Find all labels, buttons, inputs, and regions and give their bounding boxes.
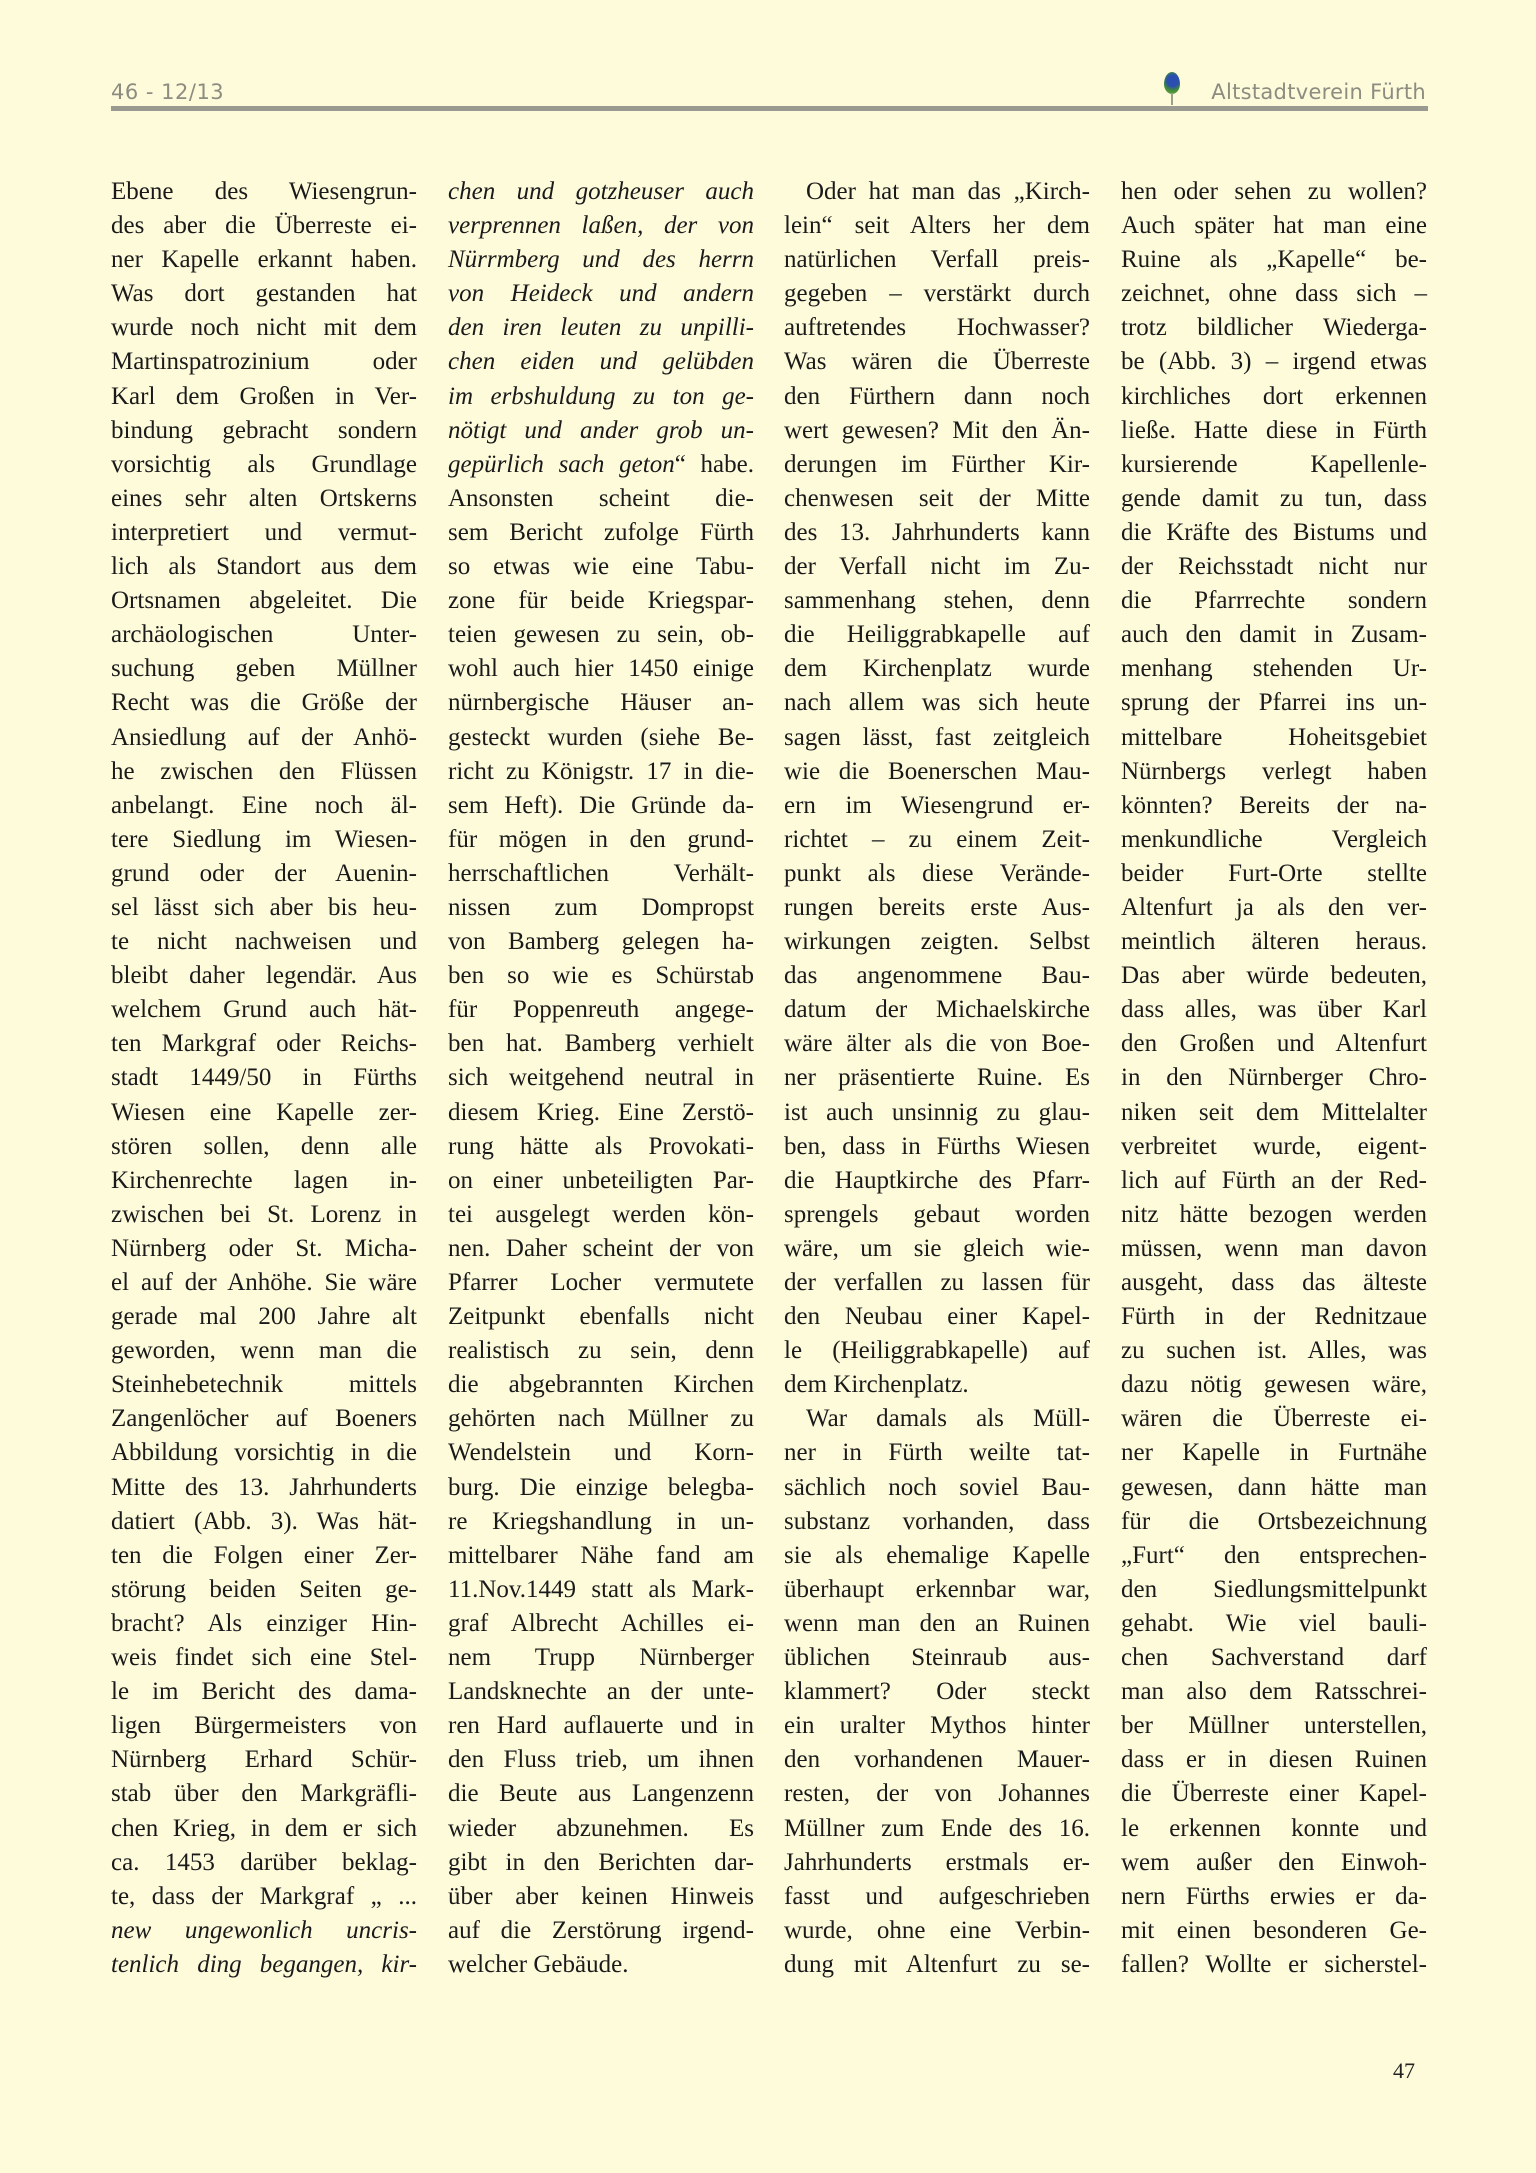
text-line: den Fluss trieb, um ihnen <box>448 1746 754 1774</box>
text-line: he zwischen den Flüssen <box>111 757 417 785</box>
text-line: le erkennen konnte und <box>1121 1814 1427 1842</box>
quoted-text-line: nötigt und ander grob un- <box>448 416 754 444</box>
text-line: burg. Die einzige belegba- <box>448 1473 754 1501</box>
text-line: be (Abb. 3) – irgend etwas <box>1121 348 1427 376</box>
text-line: Oder hat man das „Kirch- <box>806 178 1090 205</box>
text-line: derungen im Fürther Kir- <box>784 450 1090 478</box>
text-line: lich als Standort aus dem <box>111 553 417 581</box>
text-line: dass er in diesen Ruinen <box>1121 1746 1427 1774</box>
text-line: ren Hard auflauerte und in <box>448 1712 754 1740</box>
text-line: nach allem was sich heute <box>784 689 1090 717</box>
text-line: sprengels gebaut worden <box>784 1200 1090 1228</box>
text-line: resten, der von Johannes <box>784 1780 1090 1808</box>
text-line: ern im Wiesengrund er- <box>784 791 1090 819</box>
text-line: Jahrhunderts erstmals er- <box>784 1848 1090 1876</box>
quoted-text-line: von Heideck und andern <box>448 280 754 308</box>
text-line: el auf der Anhöhe. Sie wäre <box>111 1269 417 1296</box>
text-line: den Fürthern dann noch <box>784 382 1090 410</box>
text-line: on einer unbeteiligten Par- <box>448 1166 754 1194</box>
text-line: wert gewesen? Mit den Än- <box>784 416 1090 444</box>
text-line: auftretendes Hochwasser? <box>784 314 1090 342</box>
text-line: teien gewesen zu sein, ob- <box>448 621 754 649</box>
text-line: menkundliche Vergleich <box>1121 825 1427 853</box>
text-line: nissen zum Dompropst <box>448 893 754 921</box>
text-line: Müllner zum Ende des 16. <box>784 1814 1090 1842</box>
header-rule <box>111 106 1428 111</box>
text-line: bindung gebracht sondern <box>111 416 417 444</box>
text-line: man also dem Ratsschrei- <box>1121 1678 1427 1706</box>
text-line: richt zu Königstr. 17 in die- <box>448 757 754 785</box>
text-line: natürlichen Verfall preis- <box>784 246 1090 274</box>
text-line: zwischen bei St. Lorenz in <box>111 1200 417 1228</box>
text-line: sem Heft). Die Gründe da- <box>448 791 754 819</box>
text-line: menhang stehenden Ur- <box>1121 655 1427 683</box>
publisher-name: Altstadtverein Fürth <box>1211 80 1426 104</box>
text-line: den Großen und Altenfurt <box>1121 1030 1427 1058</box>
text-line: wurde noch nicht mit dem <box>111 314 417 342</box>
text-line: klammert? Oder steckt <box>784 1678 1090 1706</box>
text-line: der Verfall nicht im Zu- <box>784 553 1090 581</box>
text-line: wieder abzunehmen. Es <box>448 1814 754 1842</box>
text-line: für mögen in den grund- <box>448 825 754 853</box>
text-line: rung hätte als Provokati- <box>448 1132 754 1160</box>
text-line: kursierende Kapellenle- <box>1121 450 1427 478</box>
text-line: mittelbare Hoheitsgebiet <box>1121 723 1427 751</box>
text-line: beider Furt-Orte stellte <box>1121 859 1427 887</box>
text-line: te nicht nachweisen und <box>111 928 417 956</box>
text-line: gegeben – verstärkt durch <box>784 280 1090 308</box>
text-line: gesteckt wurden (siehe Be- <box>448 723 754 751</box>
text-line: kirchliches dort erkennen <box>1121 382 1427 410</box>
text-line: auf die Zerstörung irgend- <box>448 1916 754 1944</box>
text-line: Ansonsten scheint die- <box>448 484 754 512</box>
text-line: die Kräfte des Bistums und <box>1121 518 1427 546</box>
text-line: Was wären die Überreste <box>784 348 1090 376</box>
text-line: niken seit dem Mittelalter <box>1121 1098 1427 1126</box>
text-segment: “ habe. <box>674 450 754 478</box>
text-line: le (Heiliggrabkapelle) auf <box>784 1337 1090 1365</box>
text-line: War damals als Müll- <box>806 1405 1090 1433</box>
text-line: Abbildung vorsichtig in die <box>111 1439 417 1467</box>
text-line: sprung der Pfarrei ins un- <box>1121 689 1427 717</box>
text-line: in den Nürnberger Chro- <box>1121 1064 1427 1092</box>
page-number: 47 <box>1393 2058 1415 2083</box>
text-line: Nürnbergs verlegt haben <box>1121 757 1427 785</box>
text-line: Altenfurt ja als den ver- <box>1121 893 1427 921</box>
text-line: dung mit Altenfurt zu se- <box>784 1950 1090 1978</box>
text-line: tei ausgelegt werden kön- <box>448 1200 754 1228</box>
text-line: mittelbarer Nähe fand am <box>448 1541 754 1569</box>
text-line: des aber die Überreste ei- <box>111 212 417 240</box>
text-line: dazu nötig gewesen wäre, <box>1121 1371 1427 1399</box>
text-line: geworden, wenn man die <box>111 1337 417 1365</box>
text-line: wohl auch hier 1450 einige <box>448 655 754 683</box>
text-line: datum der Michaelskirche <box>784 996 1090 1024</box>
text-line: gende damit zu tun, dass <box>1121 484 1427 512</box>
issue-label: 46 - 12/13 <box>111 80 225 104</box>
text-line: Karl dem Großen in Ver- <box>111 382 417 410</box>
text-line: Pfarrer Locher vermutete <box>448 1269 754 1296</box>
text-line: Ansiedlung auf der Anhö- <box>111 723 417 751</box>
text-line: Auch später hat man eine <box>1121 212 1427 240</box>
text-line: üblichen Steinraub aus- <box>784 1644 1090 1672</box>
balloon-tree-logo-icon <box>1162 72 1182 106</box>
text-line: nern Fürths erwies er da- <box>1121 1882 1427 1910</box>
text-line: fasst und aufgeschrieben <box>784 1882 1090 1910</box>
text-line: lich auf Fürth an der Red- <box>1121 1166 1427 1194</box>
text-line: die Pfarrrechte sondern <box>1121 587 1427 615</box>
text-line: le im Bericht des dama- <box>111 1678 417 1706</box>
text-line: herrschaftlichen Verhält- <box>448 859 754 887</box>
text-line: tere Siedlung im Wiesen- <box>111 825 417 853</box>
text-line: suchung geben Müllner <box>111 655 417 683</box>
text-column-4 <box>1121 175 1427 1982</box>
logo-stem <box>1171 93 1173 105</box>
text-line: stab über den Markgräfli- <box>111 1780 417 1808</box>
text-line: sem Bericht zufolge Fürth <box>448 518 754 546</box>
text-line: sich weitgehend neutral in <box>448 1064 754 1092</box>
text-line: rungen bereits erste Aus- <box>784 893 1090 921</box>
text-line: überhaupt erkennbar war, <box>784 1575 1090 1603</box>
text-line: re Kriegshandlung in un- <box>448 1507 754 1535</box>
quoted-text: gepürlich sach geton <box>448 450 675 478</box>
text-line: ist auch unsinnig zu glau- <box>784 1098 1090 1126</box>
quoted-text-line: Nürrmberg und des herrn <box>448 246 754 274</box>
text-line: wären die Überreste ei- <box>1121 1405 1427 1433</box>
text-line: nen. Daher scheint der von <box>448 1234 754 1262</box>
text-column-3 <box>784 175 1090 1982</box>
text-line: für Poppenreuth angege- <box>448 996 754 1024</box>
text-line: Was dort gestanden hat <box>111 280 417 308</box>
text-line: Steinhebetechnik mittels <box>111 1371 417 1399</box>
text-line: wie die Boenerschen Mau- <box>784 757 1090 785</box>
text-line: dass alles, was über Karl <box>1121 996 1427 1024</box>
text-line: wirkungen zeigten. Selbst <box>784 928 1090 956</box>
text-line: Ortsnamen abgeleitet. Die <box>111 587 417 615</box>
text-line: zeichnet, ohne dass sich – <box>1121 280 1427 308</box>
text-line: sammenhang stehen, denn <box>784 587 1090 615</box>
text-line: Ebene des Wiesengrun- <box>111 178 417 205</box>
text-line: ca. 1453 darüber beklag- <box>111 1848 417 1876</box>
text-line: ten Markgraf oder Reichs- <box>111 1030 417 1058</box>
text-line: datiert (Abb. 3). Was hät- <box>111 1507 417 1535</box>
text-line: von Bamberg gelegen ha- <box>448 928 754 956</box>
text-line: ten die Folgen einer Zer- <box>111 1541 417 1569</box>
text-line: Wiesen eine Kapelle zer- <box>111 1098 417 1126</box>
text-line: sie als ehemalige Kapelle <box>784 1541 1090 1569</box>
text-line: das angenommene Bau- <box>784 962 1090 990</box>
text-line: fallen? Wollte er sicherstel- <box>1121 1950 1427 1978</box>
text-line: chen Krieg, in dem er sich <box>111 1814 417 1842</box>
text-line: ner präsentierte Ruine. Es <box>784 1064 1090 1092</box>
text-line: ligen Bürgermeisters von <box>111 1712 417 1740</box>
text-line: ner Kapelle in Furtnähe <box>1121 1439 1427 1467</box>
text-line: Wendelstein und Korn- <box>448 1439 754 1467</box>
text-line: über aber keinen Hinweis <box>448 1882 754 1910</box>
text-line: wenn man den an Ruinen <box>784 1609 1090 1637</box>
text-line: auch den damit in Zusam- <box>1121 621 1427 649</box>
text-line: Ruine als „Kapelle“ be- <box>1121 246 1427 274</box>
text-column-2 <box>448 175 754 1982</box>
text-line: „Furt“ den entsprechen- <box>1121 1541 1427 1569</box>
text-line: trotz bildlicher Wiederga- <box>1121 314 1427 342</box>
text-line: des 13. Jahrhunderts kann <box>784 518 1090 546</box>
text-line: den Neubau einer Kapel- <box>784 1303 1090 1331</box>
text-line: ein uralter Mythos hinter <box>784 1712 1090 1740</box>
quoted-text-line: den iren leuten zu unpilli- <box>448 314 754 342</box>
text-line: gibt in den Berichten dar- <box>448 1848 754 1876</box>
text-line: verbreitet wurde, eigent- <box>1121 1132 1427 1160</box>
text-line: wurde, ohne eine Verbin- <box>784 1916 1090 1944</box>
logo-crown <box>1164 72 1180 94</box>
text-line: eines sehr alten Ortskerns <box>111 484 417 512</box>
text-line: mit einen besonderen Ge- <box>1121 1916 1427 1944</box>
text-line: so etwas wie eine Tabu- <box>448 553 754 581</box>
text-line: der Reichsstadt nicht nur <box>1121 553 1427 581</box>
text-line: den Siedlungsmittelpunkt <box>1121 1575 1427 1603</box>
text-line: dem Kirchenplatz. <box>784 1371 969 1399</box>
text-line: chenwesen seit der Mitte <box>784 484 1090 512</box>
text-line: grund oder der Auenin- <box>111 859 417 887</box>
text-line: stören sollen, denn alle <box>111 1132 417 1160</box>
text-line: stadt 1449/50 in Fürths <box>111 1064 417 1092</box>
text-line: zu suchen ist. Alles, was <box>1121 1337 1427 1365</box>
text-line: welchem Grund auch hät- <box>111 996 417 1024</box>
text-line: störung beiden Seiten ge- <box>111 1575 417 1603</box>
text-line: sächlich noch soviel Bau- <box>784 1473 1090 1501</box>
text-line: der verfallen zu lassen für <box>784 1269 1090 1296</box>
text-line: vorsichtig als Grundlage <box>111 450 417 478</box>
text-line: gerade mal 200 Jahre alt <box>111 1303 417 1331</box>
text-line: Zeitpunkt ebenfalls nicht <box>448 1303 754 1331</box>
text-line: die Beute aus Langenzenn <box>448 1780 754 1808</box>
text-line: gehabt. Wie viel bauli- <box>1121 1609 1427 1637</box>
text-line: ließe. Hatte diese in Fürth <box>1121 416 1427 444</box>
text-column-1 <box>111 175 417 1982</box>
text-line: den vorhandenen Mauer- <box>784 1746 1090 1774</box>
quoted-text-line: chen eiden und gelübden <box>448 348 754 376</box>
quoted-text-line: verprennen laßen, der von <box>448 212 754 240</box>
text-line: realistisch zu sein, denn <box>448 1337 754 1365</box>
text-line: ber Müllner unterstellen, <box>1121 1712 1427 1740</box>
text-line: lein“ seit Alters her dem <box>784 212 1090 240</box>
text-line: meintlich älteren heraus. <box>1121 928 1427 956</box>
text-line: ausgeht, dass das älteste <box>1121 1269 1427 1296</box>
text-line: chen Sachverstand darf <box>1121 1644 1427 1672</box>
text-line: wem außer den Einwoh- <box>1121 1848 1427 1876</box>
text-line: für die Ortsbezeichnung <box>1121 1507 1427 1535</box>
text-line: richtet – zu einem Zeit- <box>784 825 1090 853</box>
text-line: diesem Krieg. Eine Zerstö- <box>448 1098 754 1126</box>
text-line: Martinspatrozinium oder <box>111 348 417 376</box>
quoted-text-line: new ungewonlich uncris- <box>111 1916 417 1944</box>
quoted-text-line: tenlich ding begangen, kir- <box>111 1950 417 1978</box>
text-line: Fürth in der Rednitzaue <box>1121 1303 1427 1331</box>
text-line: ner Kapelle erkannt haben. <box>111 246 417 274</box>
text-line: die Überreste einer Kapel- <box>1121 1780 1427 1808</box>
text-line: welcher Gebäude. <box>448 1950 629 1978</box>
quoted-text-line: im erbshuldung zu ton ge- <box>448 382 754 410</box>
text-line: könnten? Bereits der na- <box>1121 791 1427 819</box>
text-line: te, dass der Markgraf „ ... <box>111 1882 417 1910</box>
text-line: anbelangt. Eine noch äl- <box>111 791 417 819</box>
text-line: Kirchenrechte lagen in- <box>111 1166 417 1194</box>
text-line: substanz vorhanden, dass <box>784 1507 1090 1535</box>
text-line: punkt als diese Verände- <box>784 859 1090 887</box>
text-line: Recht was die Größe der <box>111 689 417 717</box>
text-line: nitz hätte bezogen werden <box>1121 1200 1427 1228</box>
text-line: ben, dass in Fürths Wiesen <box>784 1132 1090 1160</box>
text-line: archäologischen Unter- <box>111 621 417 649</box>
text-line: gehörten nach Müllner zu <box>448 1405 754 1433</box>
text-line: die Hauptkirche des Pfarr- <box>784 1166 1090 1194</box>
text-line: Nürnberg oder St. Micha- <box>111 1234 417 1262</box>
text-line: wäre älter als die von Boe- <box>784 1030 1090 1058</box>
text-line: nürnbergische Häuser an- <box>448 689 754 717</box>
text-line: müssen, wenn man davon <box>1121 1234 1427 1262</box>
text-line: zone für beide Kriegspar- <box>448 587 754 615</box>
text-line: ner in Fürth weilte tat- <box>784 1439 1090 1467</box>
text-line <box>448 448 754 482</box>
text-line: sel lässt sich aber bis heu- <box>111 893 417 921</box>
text-line: Landsknechte an der unte- <box>448 1678 754 1706</box>
text-line: sagen lässt, fast zeitgleich <box>784 723 1090 751</box>
text-line: weis findet sich eine Stel- <box>111 1644 417 1672</box>
text-line: 11.Nov.1449 statt als Mark- <box>448 1575 754 1603</box>
text-line: ben so wie es Schürstab <box>448 962 754 990</box>
text-line: hen oder sehen zu wollen? <box>1121 178 1427 205</box>
quoted-text-line: chen und gotzheuser auch <box>448 178 754 205</box>
text-line: die Heiliggrabkapelle auf <box>784 621 1090 649</box>
text-line: die abgebrannten Kirchen <box>448 1371 754 1399</box>
text-line: graf Albrecht Achilles ei- <box>448 1609 754 1637</box>
text-line: bracht? Als einziger Hin- <box>111 1609 417 1637</box>
text-line: interpretiert und vermut- <box>111 518 417 546</box>
text-line: Das aber würde bedeuten, <box>1121 962 1427 990</box>
text-line: Mitte des 13. Jahrhunderts <box>111 1473 417 1501</box>
text-line: wäre, um sie gleich wie- <box>784 1234 1090 1262</box>
text-line: bleibt daher legendär. Aus <box>111 962 417 990</box>
text-line: gewesen, dann hätte man <box>1121 1473 1427 1501</box>
text-line: Nürnberg Erhard Schür- <box>111 1746 417 1774</box>
text-line: ben hat. Bamberg verhielt <box>448 1030 754 1058</box>
text-line: Zangenlöcher auf Boeners <box>111 1405 417 1433</box>
text-line: nem Trupp Nürnberger <box>448 1644 754 1672</box>
text-line: dem Kirchenplatz wurde <box>784 655 1090 683</box>
